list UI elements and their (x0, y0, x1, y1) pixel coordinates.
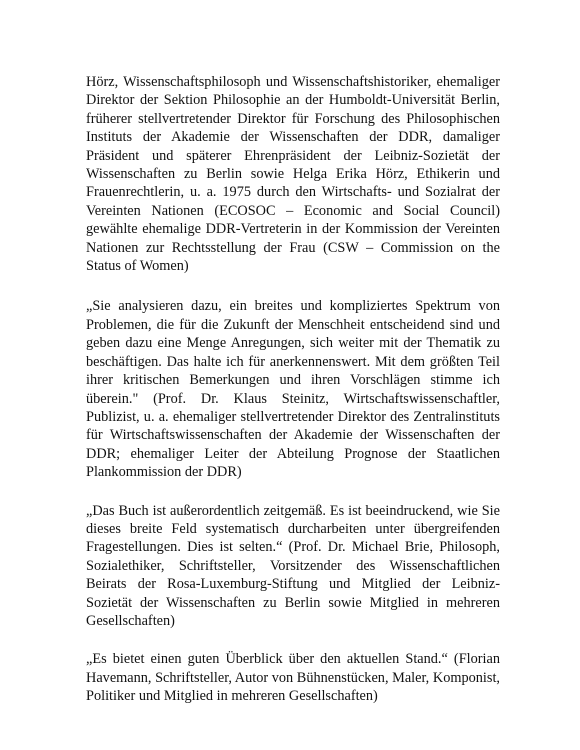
paragraph-quote-brie: „Das Buch ist außerordentlich zeitgemäß. Es ist beeindruckend, wie Sie dieses breite Feld systematisch durcharbeiten unter übergreifenden Fragestellungen. Dies ist selten.“ (Prof. Dr. Michael Brie, Philosoph, Sozialethiker, Schriftsteller, Vorsitzender des Wissenschaftlichen Beirats der Rosa-Luxemburg-Stiftung und Mitglied der Leibniz-Sozietät der Wissenschaften zu Berlin sowie Mitglied in mehreren Gesellschaften) (86, 502, 500, 629)
paragraph-author-info: Hörz, Wissenschaftsphilosoph und Wissenschaftshistoriker, ehemaliger Direktor der Sektion Philosophie an der Humboldt-Universität Berlin, früherer stellvertretender Direktor für Forschung des Philosophischen Instituts der Akademie der Wissenschaften der DDR, damaliger Präsident und späterer Ehrenpräsident der Leibniz-Sozietät der Wissenschaften zu Berlin sowie Helga Erika Hörz, Ethikerin und Frauenrechtlerin, u. a. 1975 durch den Wirtschafts- und Sozialrat der Vereinten Nationen (ECOSOC – Economic and Social Council) gewählte ehemalige DDR-Vertreterin in der Kommission der Vereinten Nationen zur Rechtsstellung der Frau (CSW – Commission on the Status of Women) (86, 74, 500, 275)
document-page (86, 73, 500, 726)
paragraph-quote-havemann: „Es bietet einen guten Überblick über den aktuellen Stand.“ (Florian Havemann, Schriftsteller, Autor von Bühnenstücken, Maler, Komponist, Politiker und Mitglied in mehreren Gesellschaften) (86, 651, 500, 705)
paragraph-quote-steinitz: „Sie analysieren dazu, ein breites und kompliziertes Spektrum von Problemen, die für die Zukunft der Menschheit entscheidend sind und geben dazu eine Menge Anregungen, sich weiter mit der Thematik zu beschäftigen. Das halte ich für anerkennenswert. Mit dem größten Teil ihrer kritischen Bemerkungen und ihren Vorschlägen stimme ich überein." (Prof. Dr. Klaus Steinitz, Wirtschaftswissenschaftler, Publizist, u. a. ehemaliger stellvertretender Direktor des Zentralinstituts für Wirtschaftswissenschaften der Akademie der Wissenschaften der DDR; ehemaliger Leiter der Abteilung Prognose der Staatlichen Plankommission der DDR) (86, 298, 500, 481)
